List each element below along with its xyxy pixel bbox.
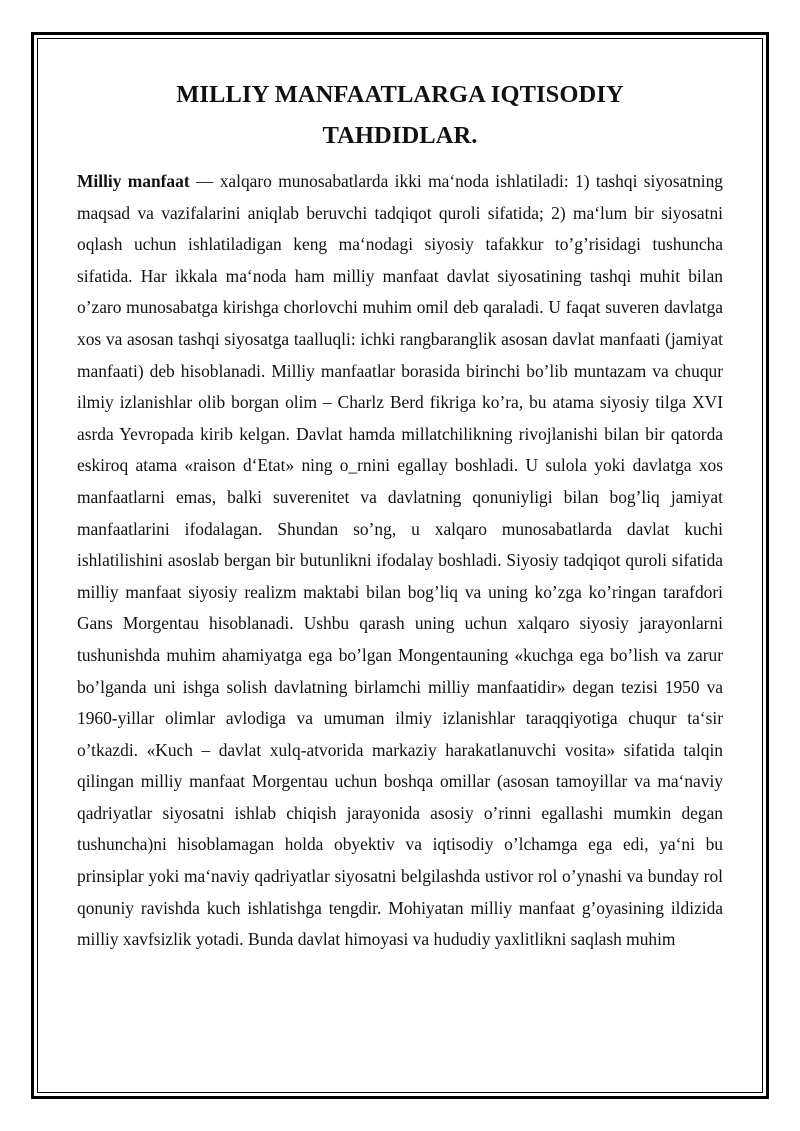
document-content (77, 74, 723, 956)
lead-term: Milliy manfaat (77, 171, 190, 191)
body-paragraph (77, 166, 723, 956)
body-text: — xalqaro munosabatlarda ikki ma‘noda ishlatiladi: 1) tashqi siyosatning maqsad va vazifalarini aniqlab beruvchi tadqiqot quroli sifatida; 2) ma‘lum bir siyosatni oqlash uchun ishlatiladigan keng ma‘nodagi siyosiy tafakkur to’g’risidagi tushuncha sifatida. Har ikkala ma‘noda ham milliy manfaat davlat siyosatining tashqi muhit bilan o’zaro munosabatga kirishga chorlovchi muhim omil deb qaraladi. U faqat suveren davlatga xos va asosan tashqi siyosatga taalluqli: ichki rangbaranglik asosan davlat manfaati (jamiyat manfaati) deb hisoblanadi. Milliy manfaatlar borasida birinchi bo’lib muntazam va chuqur ilmiy izlanishlar olib borgan olim – Charlz Berd fikriga ko’ra, bu atama siyosiy tilga XVI asrda Yevropada kirib kelgan. Davlat hamda millatchilikning rivojlanishi bilan bir qatorda eskiroq atama «raison d‘Etat» ning o_rnini egallay boshladi. U sulola yoki davlatga xos manfaatlarni emas, balki suverenitet va davlatning qonuniyligi bilan bog’liq jamiyat manfaatlarini ifodalagan. Shundan so’ng, u xalqaro munosabatlarda davlat kuchi ishlatilishini asoslab bergan bir butunlikni ifodalay boshladi. Siyosiy tadqiqot quroli sifatida milliy manfaat siyosiy realizm maktabi bilan bog’liq va uning ko’zga ko’ringan tarafdori Gans Morgentau hisoblanadi. Ushbu qarash uning uchun xalqaro siyosiy jarayonlarni tushunishda muhim ahamiyatga ega bo’lgan Mongentauning «kuchga ega bo’lish va zarur bo’lganda uni ishga solish davlatning birlamchi milliy manfaatidir» degan tezisi 1950 va 1960-yillar olimlar avlodiga va umuman ilmiy izlanishlar taraqqiyotiga chuqur ta‘sir o’tkazdi. «Kuch – davlat xulq-atvorida markaziy harakatlanuvchi vosita» sifatida talqin qilingan milliy manfaat Morgentau uchun boshqa omillar (asosan tamoyillar va ma‘naviy qadriyatlar siyosatni ishlab chiqish jarayonida asosiy o’rinni egallashi mumkin degan tushuncha)ni hisoblamagan holda obyektiv va iqtisodiy o’lchamga ega edi, ya‘ni bu prinsiplar yoki ma‘naviy qadriyatlar siyosatni belgilashda ustivor rol o’ynashi va bunday rol qonuniy ravishda kuch ishlatishga tengdir. Mohiyatan milliy manfaat g’oyasining ildizida milliy xavfsizlik yotadi. Bunda davlat himoyasi va hududiy yaxlitlikni saqlash muhim (77, 171, 723, 950)
title-line-1: MILLIY MANFAATLARGA IQTISODIY (176, 81, 624, 108)
document-title (77, 74, 723, 156)
title-line-2: TAHDIDLAR. (322, 122, 478, 149)
